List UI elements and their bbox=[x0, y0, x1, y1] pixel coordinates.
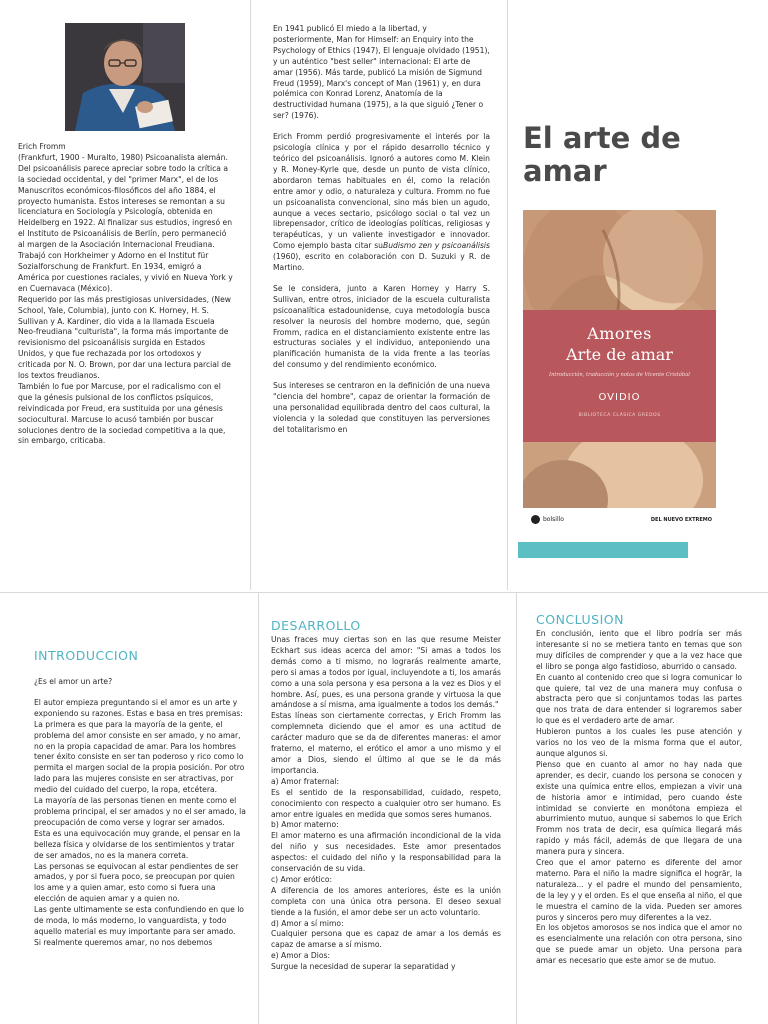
desarrollo-paragraph: Unas fraces muy ciertas son en las que resume Meister Eckhart sus ideas acerca del amor: "Si amas a todos los demás como a ti mismo, no lograrás realmente amarte, pero si amas a todos por igual, incluyendote a ti, los amarás como a una sola persona y esa persona a la vez es Dios y el hombre. Así, pues, es una persona grande y virtuosa la que amándose a sí misma, ama igualmente a todos los demás." bbox=[271, 635, 501, 710]
bio-paragraph: Requerido por las más prestigiosas universidades, (New School, Yale, Columbia), junto con K. Horney, H. S. Sullivan y A. Kardiner, dio vida a la llamada Escuela Neo-freudiana "culturista", la forma más importante de revisionismo del psicoanálisis surgida en Estados Unidos, y que fue rechazada por los ortodoxos y criticada por N. O. Brown, por dar una lectura parcial de los textos freudianos. bbox=[18, 294, 231, 381]
section-heading: CONCLUSION bbox=[536, 612, 624, 627]
desarrollo-subheading: c) Amor erótico: bbox=[271, 874, 333, 884]
desarrollo-paragraph: Cualquier persona que es capaz de amar a los demás es capaz de amarse a sí mismo. bbox=[271, 929, 501, 950]
desarrollo-paragraph: A diferencia de los amores anteriores, éste es la unión completa con una única otra persona. El deseo sexual tiende a la fusión, el amor debe ser un acto voluntario. bbox=[271, 885, 501, 917]
conclusion-section bbox=[536, 612, 742, 1024]
desarrollo-subheading: d) Amor a sí mimo: bbox=[271, 918, 344, 928]
conclusion-paragraph: Hubieron puntos a los cuales les puse atención y varios no los veo de la misma forma que el autor, aunque algunos si. bbox=[536, 727, 742, 758]
title-block bbox=[523, 122, 713, 192]
desarrollo-subheading: a) Amor fraternal: bbox=[271, 776, 340, 786]
author-bio-text bbox=[18, 142, 234, 447]
cover-title-line: Amores bbox=[587, 324, 652, 343]
cover-collection: BIBLIOTECA CLÁSICA GREDOS bbox=[578, 413, 661, 418]
intro-paragraph: ¿Es el amor un arte? bbox=[34, 677, 113, 686]
biography-paragraph: Erich Fromm perdió progresivamente el interés por la psicología clínica y por el rápido desarrollo técnico y teórico del psicoanálisis. Ignoró a autores como M. Klein y R. Money-Kyrle que, desde un punto de vista clínico, abordaron temas habituales en él, como la relación entre amor y odio, o naturaleza y cultura. Fromm no fue un psicoanalista convencional, sino más bien un agudo, aunque a veces sectario, psicólogo social o tal vez un librepensador, crítico de ideologías políticas, religiosas y terapéuticas, y un valiente investigador e innovador. Como ejemplo basta citar suBudismo zen y psicoanálisis (1960), escrito en colaboración con D. Suzuki y R. de Martino. bbox=[273, 132, 490, 273]
panel-divider-bottom-right bbox=[516, 592, 517, 1024]
desarrollo-paragraph: Es el sentido de la responsabilidad, cuidado, respeto, conocimiento con respecto a cualquier otro ser humano. Es amor entre iguales en medida que somos seres humanos. bbox=[271, 787, 501, 819]
conclusion-paragraph: Creo que el amor paterno es diferente del amor materno. Para el niño la madre significa el hogrär, la naturaleza... y el padre el mundo del pensamiento, de la ley y y el orden. Es el que enseña al niño, el que le muestra el camino de la vida. Pueden ser amores puros y sinceros pero muy diferentes a la vez. bbox=[536, 858, 742, 922]
book-cover bbox=[523, 210, 716, 532]
desarrollo-paragraph: Surgue la necesidad de superar la separatidad y bbox=[271, 962, 456, 972]
desarrollo-subheading: b) Amor materno: bbox=[271, 820, 339, 830]
conclusion-paragraph: En conclusión, iento que el libro podría ser más interesante si no se metiera tanto en temas que son muy difíciles de comprender y que a la vez hace que el libro se ponga algo fastidioso, aburrido o cansado. bbox=[536, 629, 742, 671]
intro-paragraph: Esta es una equivocación muy grande, el pensar en la belleza física y olvidarse de los sentimientos y tratar de ser amados, no es la manera correta. bbox=[34, 828, 241, 860]
introduccion-section bbox=[34, 648, 246, 1024]
biography-paragraph: Sus intereses se centraron en la definición de una nueva "ciencia del hombre", capaz de orientar la formación de una personalidad equilibrada dentro del caos cultural, la violencia y la soledad que constituyen las perversiones del totalitarismo en bbox=[273, 381, 490, 434]
cover-title-line: Arte de amar bbox=[566, 345, 673, 364]
desarrollo-subheading: e) Amor a Dios: bbox=[271, 951, 331, 961]
biography-paragraph: En 1941 publicó El miedo a la libertad, y posteriormente, Man for Himself: an Enquiry into the Psychology of Ethics (1947), El lenguaje olvidado (1951), y un auténtico "best seller" internacional: El arte de amar (1956). Más tarde, publicó La misión de Sigmund Freud (1959), Marx's concept of Man (1961) y, en dura polémica con Konrad Lorenz, Anatomía de la destructividad humana (1975), a la que siguió ¿Tener o ser? (1976). bbox=[273, 24, 490, 121]
section-heading: DESARROLLO bbox=[271, 618, 361, 633]
panel-divider-bottom-left bbox=[258, 592, 259, 1024]
intro-paragraph: Si realmente queremos amar, no nos debemos bbox=[34, 937, 213, 947]
cover-publisher: bolsillo bbox=[543, 516, 564, 523]
intro-paragraph: La mayoría de las personas tienen en mente como el problema principal, el ser amados y no el ser amado, la preocupación de como verse y lograr ser amados. bbox=[34, 796, 246, 827]
publisher-logo-icon bbox=[531, 515, 540, 524]
cover-title-band bbox=[523, 310, 716, 442]
cover-footer-right: DEL NUEVO EXTREMO bbox=[650, 517, 712, 523]
cover-accent-bar bbox=[518, 542, 688, 558]
cover-footer bbox=[523, 508, 716, 532]
author-name: Erich Fromm bbox=[18, 142, 66, 151]
cover-subtitle: Introducción, traducción y notas de Vicente Cristóbal bbox=[549, 372, 690, 378]
section-heading: INTRODUCCION bbox=[34, 648, 139, 663]
panel-divider-top-right bbox=[507, 0, 508, 590]
desarrollo-paragraph: Estas líneas son ciertamente correctas, y Erich Fromm las complemneta diciendo que el amor es una actitud de carácter maduro que se da de diferentes maneras: el amor fraterno, el materno, el erótico el amor a uno mismo y el amor a Dios, siendo el último al que se le da más importancia. bbox=[271, 711, 501, 775]
author-portrait-illustration bbox=[65, 23, 185, 131]
cover-author: OVIDIO bbox=[598, 392, 641, 403]
bio-paragraph: También lo fue por Marcuse, por el radicalismo con el que la génesis pulsional de los conflictos psíquicos, reivindicada por Freud, era sustituida por una génesis sociocultural. Marcuse lo acusó también por buscar soluciones dentro de la sociedad competitiva a la que, sin embargo, criticaba. bbox=[18, 381, 226, 446]
book-title-italic: Budismo zen y psicoanálisis bbox=[382, 241, 490, 251]
desarrollo-section bbox=[271, 618, 501, 1024]
conclusion-paragraph: En los objetos amorosos se nos indica que el amor no es esencialmente una relación con otra persona, sino que se puede amar un objeto. Una persona para amar es necesario que este amor se de mutuo. bbox=[536, 923, 742, 966]
page-divider-middle bbox=[0, 592, 768, 593]
intro-paragraph: Las gente ultimamente se esta confundiendo en que lo de moda, lo más moderno, lo vanguardista, y todo aquello material es muy importante para ser amado. bbox=[34, 905, 244, 936]
intro-paragraph: El autor empieza preguntando si el amor es un arte y exponiendo su razones. Estas e basa en tres premisas: bbox=[34, 697, 243, 718]
desarrollo-paragraph: El amor materno es una afirmación incondicional de la vida del niño y sus necesidades. Este amor presentados aspectos: el cuidado del niño y la responsabilidad para la conservación de su vida. bbox=[271, 831, 501, 874]
intro-paragraph: Las personas se equivocan al estar pendientes de ser amados, y por si fuera poco, se preocupan por quien los ame y a quien amar, esto como si fuera una elección de aquien amar y a quien no. bbox=[34, 861, 239, 904]
panel-divider-top-left bbox=[250, 0, 251, 590]
conclusion-paragraph: En cuanto al contenido creo que si logra comunicar lo que quiere, tal vez de una manera muy confusa o abstracta pero que si conjuntamos todas las partes que nos trata de dara entender si lograremos saber lo que es el verdadero arte de amar. bbox=[536, 672, 742, 726]
bio-paragraph: (Frankfurt, 1900 - Muralto, 1980) Psicoanalista alemán. Del psicoanálisis parece apreciar sobre todo la crítica a la sociedad occidental, y del "primer Marx", el de los Manuscritos económicos-filosóficos del año 1884, el proyecto humanista. Estos intereses se remontan a su licenciatura en Sociología y Psicología, obtenida en Heidelberg en 1922. Al finalizar sus estudios, ingresó en el Instituto de Psicoanálisis de Berlín, pero permaneció al margen de la Asociación Internacional Freudiana. Trabajó con Horkheimer y Adorno en el Institut für Sozialforschung de Frankfurt. En 1934, emigró a América por cuestiones raciales, y vivió en Nueva York y en Cuernavaca (México). bbox=[18, 152, 233, 293]
author-photo bbox=[65, 23, 185, 131]
page-title: El arte de amar bbox=[523, 122, 681, 188]
biography-paragraph: Se le considera, junto a Karen Horney y Harry S. Sullivan, entre otros, iniciador de la escuela culturalista psicoanalítica estadounidense, cuya metodología busca resolver la neurosis del hombre moderno, que, según Fromm, radica en el distanciamiento existente entre las estructuras sociales y el individuo, anteponiendo una planificación humanista de la vida frente a las teorías del consumo y del rendimiento económico. bbox=[273, 283, 490, 370]
intro-paragraph: La primera es que para la mayoría de la gente, el problema del amor consiste en ser amado, y no amar, no en la propia capacidad de amar. Para los hombres tener éxito consiste en ser tan poderoso y rico como lo permita el margen social de la propia posición. Por otro lado para las mujeres consiste en ser atractivas, por medio del cuidado del cuerpo, la ropa, etcétera. bbox=[34, 719, 245, 795]
author-bio bbox=[18, 142, 234, 504]
conclusion-paragraph: Pienso que en cuanto al amor no hay nada que aprender, es decir, cuando los persona se conocen y existe una química entre ellos, empiezan a vivir una de historia amor e intimidad, pero cuando éste intimidad se convierte en monótona empieza el aburrimiento mutuo, aunque si sabemos lo que Erich Fromm nos trata de decir, esa química llegará más rapido y más fácil, además de que llegara de una manera pura y sincera. bbox=[536, 759, 742, 857]
biography-continued bbox=[273, 24, 490, 557]
